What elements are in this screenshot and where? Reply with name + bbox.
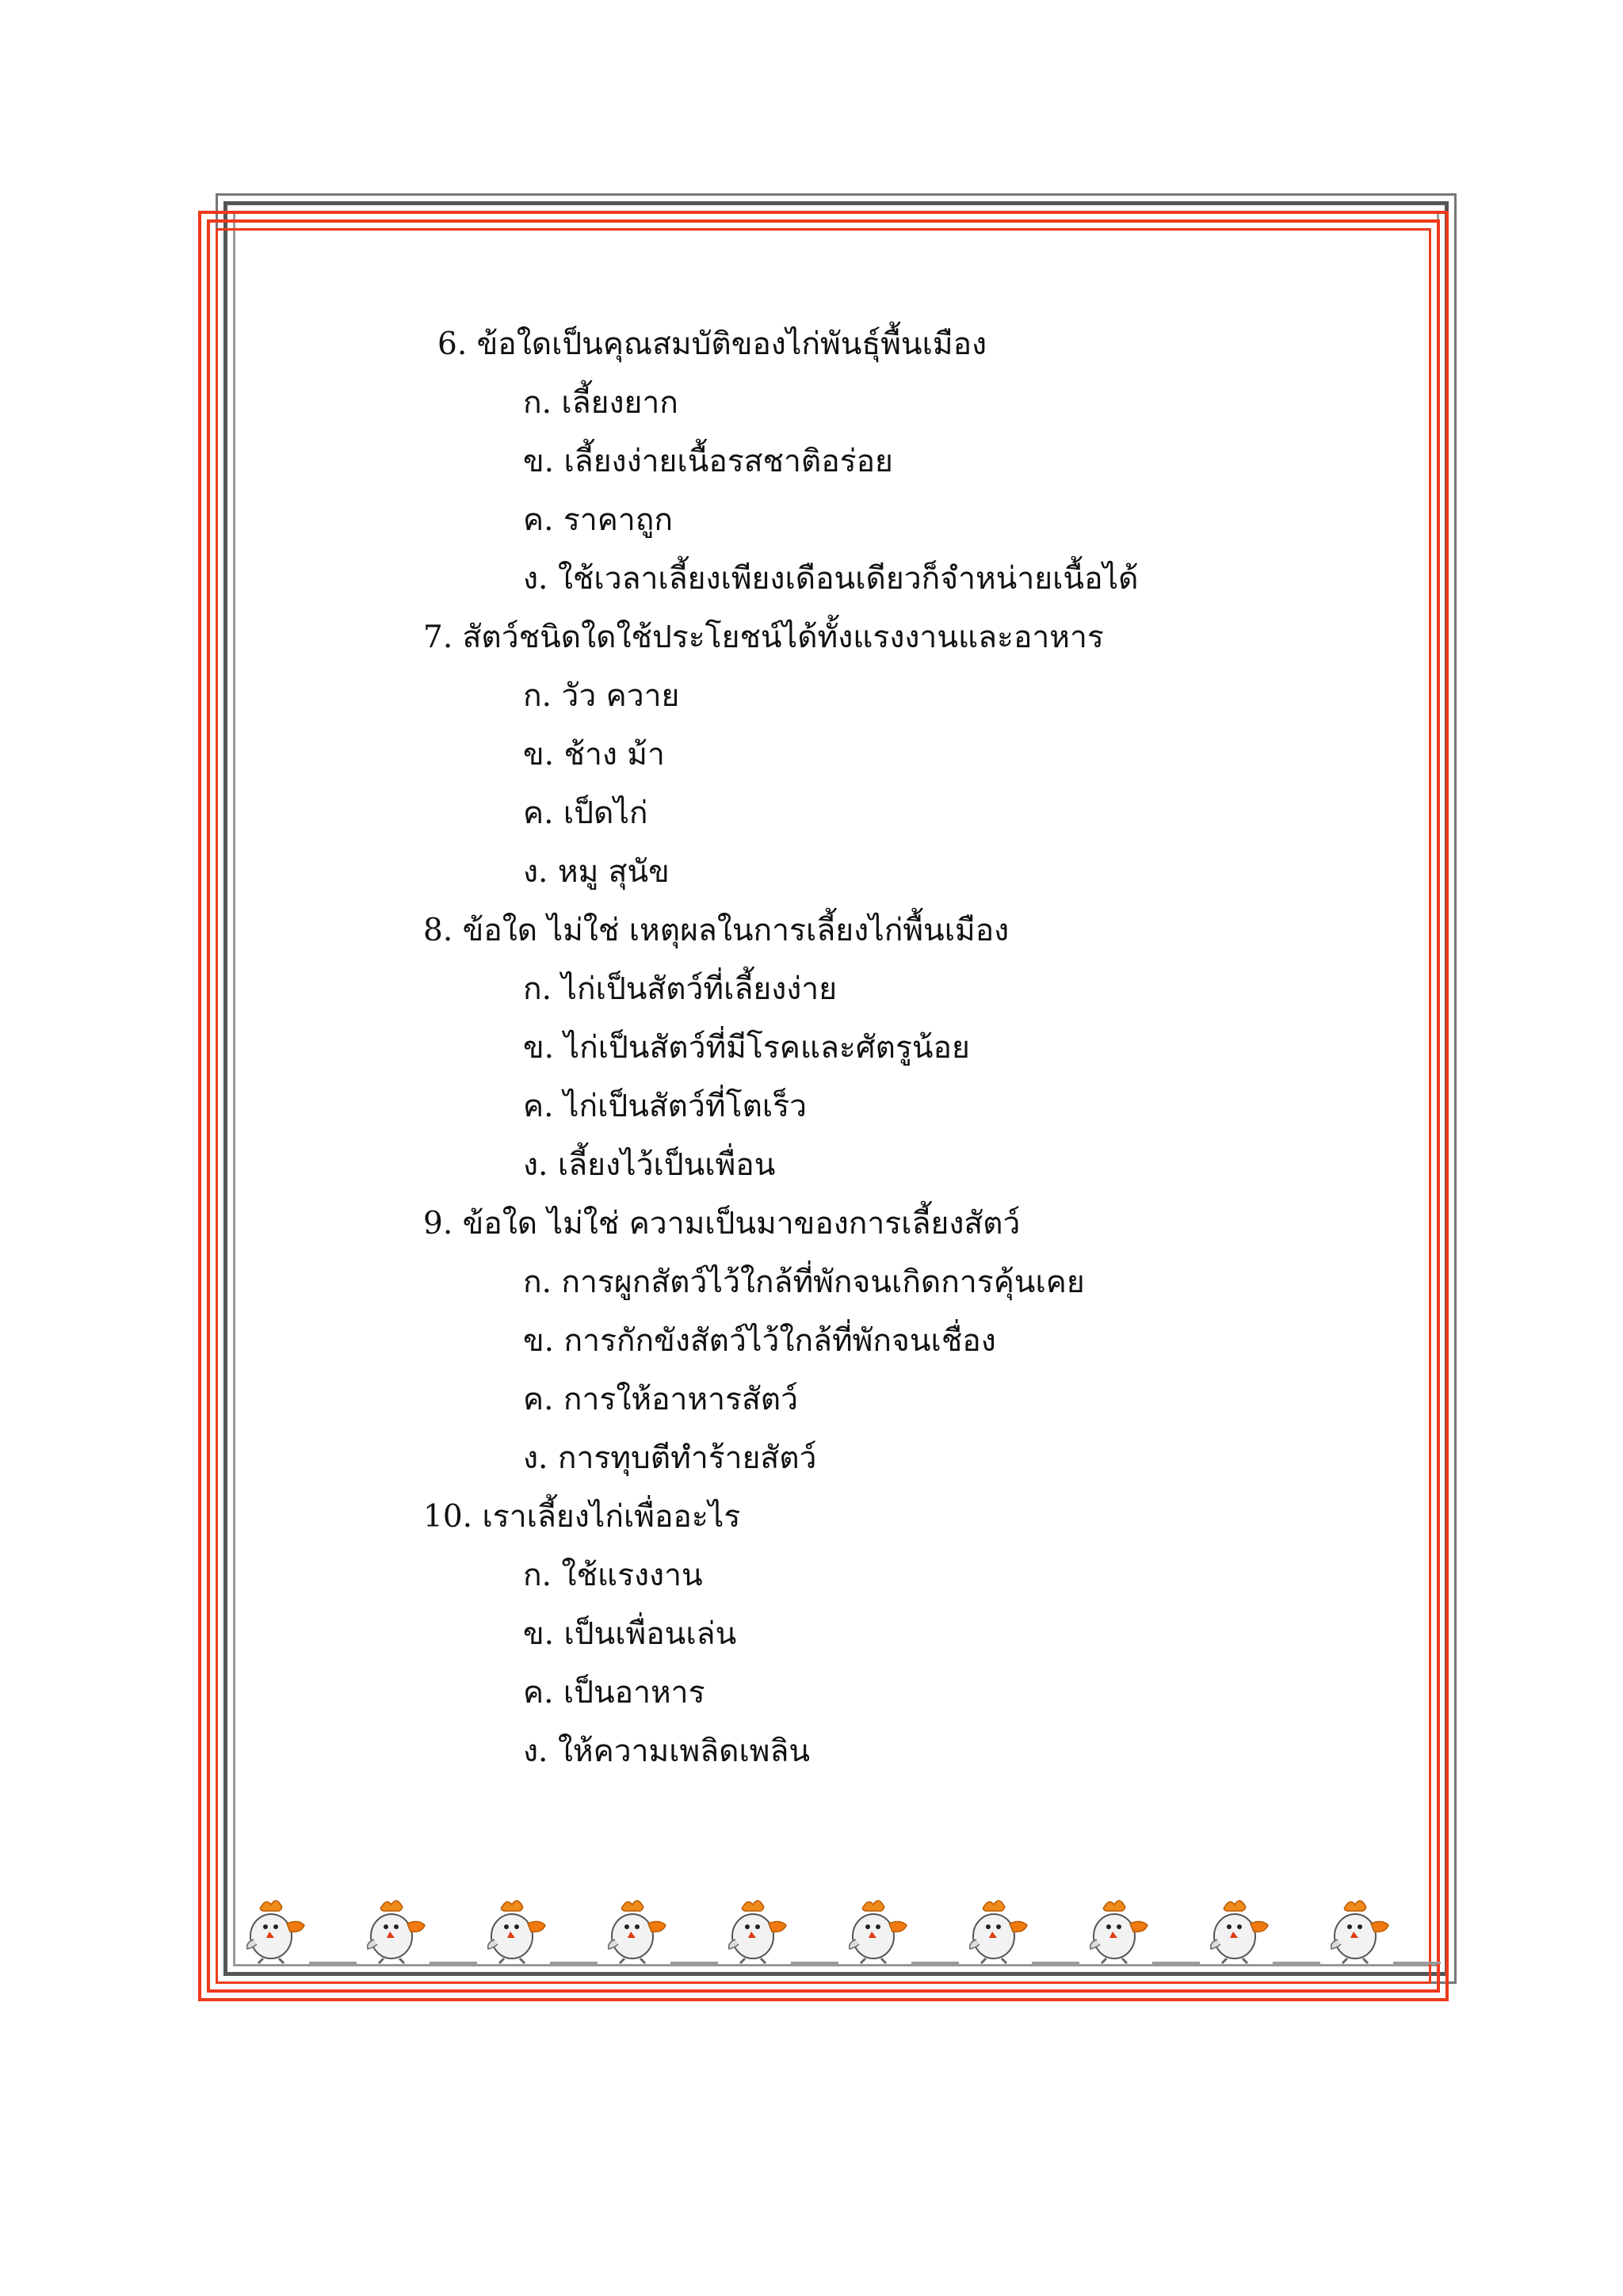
option-letter: ค. bbox=[523, 1675, 554, 1711]
option-text: เลี้ยงยาก bbox=[561, 385, 678, 421]
question-number: 9. bbox=[423, 1206, 453, 1241]
option bbox=[523, 1028, 970, 1068]
option bbox=[523, 1380, 798, 1420]
question-text: ข้อใดเป็นคุณสมบัติของไก่พันธุ์พื้นเมือง bbox=[476, 326, 987, 362]
option-text: ราคาถูก bbox=[563, 502, 673, 538]
option-letter: ก. bbox=[523, 678, 552, 714]
option bbox=[523, 1322, 996, 1361]
rope-line bbox=[911, 1962, 959, 1964]
option-letter: ค. bbox=[523, 795, 554, 831]
option-letter: ง. bbox=[523, 1147, 548, 1183]
rope-line bbox=[309, 1962, 357, 1964]
option-letter: ก. bbox=[523, 1264, 552, 1300]
option-text: ใช้เวลาเลี้ยงเพียงเดือนเดียวก็จำหน่ายเนื้อได้ bbox=[557, 561, 1139, 597]
option-letter: ข. bbox=[523, 737, 555, 772]
option bbox=[523, 1615, 736, 1654]
chicken-icon bbox=[360, 1895, 431, 1966]
question-number: 7. bbox=[423, 620, 453, 655]
option-letter: ค. bbox=[523, 1089, 554, 1124]
rope-line bbox=[670, 1962, 718, 1964]
option-text: เลี้ยงไว้เป็นเพื่อน bbox=[557, 1147, 776, 1183]
option bbox=[523, 442, 893, 482]
option bbox=[523, 1673, 705, 1713]
chicken-icon bbox=[962, 1895, 1033, 1966]
question-number: 10. bbox=[423, 1499, 473, 1535]
question-6 bbox=[437, 325, 987, 364]
chicken-border bbox=[235, 1895, 1430, 1968]
option-letter: ค. bbox=[523, 1382, 554, 1417]
option bbox=[523, 794, 648, 833]
question-7 bbox=[423, 618, 1104, 658]
option bbox=[523, 852, 670, 892]
option-text: การกักขังสัตว์ไว้ใกล้ที่พักจนเชื่อง bbox=[563, 1323, 996, 1359]
option-text: เป็นอาหาร bbox=[563, 1675, 705, 1711]
option-text: เป็ดไก่ bbox=[563, 795, 648, 831]
question-text: ข้อใด ไม่ใช่ ความเป็นมาของการเลี้ยงสัตว์ bbox=[462, 1206, 1021, 1241]
option-letter: ข. bbox=[523, 1616, 555, 1652]
rope-line bbox=[1393, 1962, 1441, 1964]
option-text: ใช้แรงงาน bbox=[561, 1558, 703, 1593]
option-text: ช้าง ม้า bbox=[563, 737, 665, 772]
option-text: เป็นเพื่อนเล่น bbox=[563, 1616, 737, 1652]
option-text: ให้ความเพลิดเพลิน bbox=[557, 1733, 811, 1769]
option-letter: ง. bbox=[523, 1440, 548, 1476]
option bbox=[523, 383, 678, 423]
question-9 bbox=[423, 1204, 1020, 1244]
option bbox=[523, 1087, 807, 1127]
rope-line bbox=[1152, 1962, 1200, 1964]
question-number: 6. bbox=[437, 326, 468, 362]
option-text: การทุบตีทำร้ายสัตว์ bbox=[557, 1440, 817, 1476]
option bbox=[523, 501, 673, 540]
rope-line bbox=[791, 1962, 838, 1964]
option-letter: ก. bbox=[523, 1558, 552, 1593]
chicken-icon bbox=[480, 1895, 552, 1966]
option-letter: ข. bbox=[523, 1030, 555, 1066]
rope-line bbox=[1032, 1962, 1079, 1964]
rope-line bbox=[550, 1962, 598, 1964]
option-letter: ข. bbox=[523, 444, 555, 479]
option-text: ไก่เป็นสัตว์ที่มีโรคและศัตรูน้อย bbox=[563, 1030, 970, 1066]
chicken-icon bbox=[842, 1895, 913, 1966]
option-letter: ง. bbox=[523, 854, 548, 890]
option-text: ไก่เป็นสัตว์ที่โตเร็ว bbox=[563, 1089, 808, 1124]
option bbox=[523, 559, 1138, 599]
option-letter: ง. bbox=[523, 561, 548, 597]
chicken-icon bbox=[601, 1895, 672, 1966]
option bbox=[523, 1556, 703, 1596]
question-8 bbox=[423, 911, 1009, 951]
option bbox=[523, 677, 679, 716]
option bbox=[523, 970, 837, 1009]
option-text: การผูกสัตว์ไว้ใกล้ที่พักจนเกิดการคุ้นเคย bbox=[561, 1264, 1085, 1300]
option bbox=[523, 1439, 816, 1478]
chicken-icon bbox=[1323, 1895, 1395, 1966]
option bbox=[523, 735, 665, 775]
option bbox=[523, 1732, 810, 1772]
option-text: หมู สุนัข bbox=[557, 854, 670, 890]
option-letter: ง. bbox=[523, 1733, 548, 1769]
chicken-icon bbox=[239, 1895, 311, 1966]
question-text: ข้อใด ไม่ใช่ เหตุผลในการเลี้ยงไก่พื้นเมือง bbox=[462, 913, 1010, 948]
option-text: การให้อาหารสัตว์ bbox=[563, 1382, 799, 1417]
option-letter: ค. bbox=[523, 502, 554, 538]
chicken-icon bbox=[1083, 1895, 1154, 1966]
rope-line bbox=[430, 1962, 477, 1964]
chicken-icon bbox=[1203, 1895, 1274, 1966]
option-text: เลี้ยงง่ายเนื้อรสชาติอร่อย bbox=[563, 444, 893, 479]
option-letter: ก. bbox=[523, 385, 552, 421]
frame-red-inner bbox=[216, 228, 1431, 1984]
question-number: 8. bbox=[423, 913, 453, 948]
option-letter: ข. bbox=[523, 1323, 555, 1359]
question-text: สัตว์ชนิดใดใช้ประโยชน์ได้ทั้งแรงงานและอาหาร bbox=[462, 620, 1104, 655]
question-text: เราเลี้ยงไก่เพื่ออะไร bbox=[482, 1499, 741, 1535]
option-letter: ก. bbox=[523, 971, 552, 1007]
option-text: วัว ควาย bbox=[561, 678, 680, 714]
chicken-icon bbox=[721, 1895, 792, 1966]
option bbox=[523, 1146, 775, 1185]
option-text: ไก่เป็นสัตว์ที่เลี้ยงง่าย bbox=[561, 971, 838, 1007]
rope-line bbox=[1273, 1962, 1320, 1964]
question-10 bbox=[423, 1497, 740, 1537]
option bbox=[523, 1263, 1085, 1302]
